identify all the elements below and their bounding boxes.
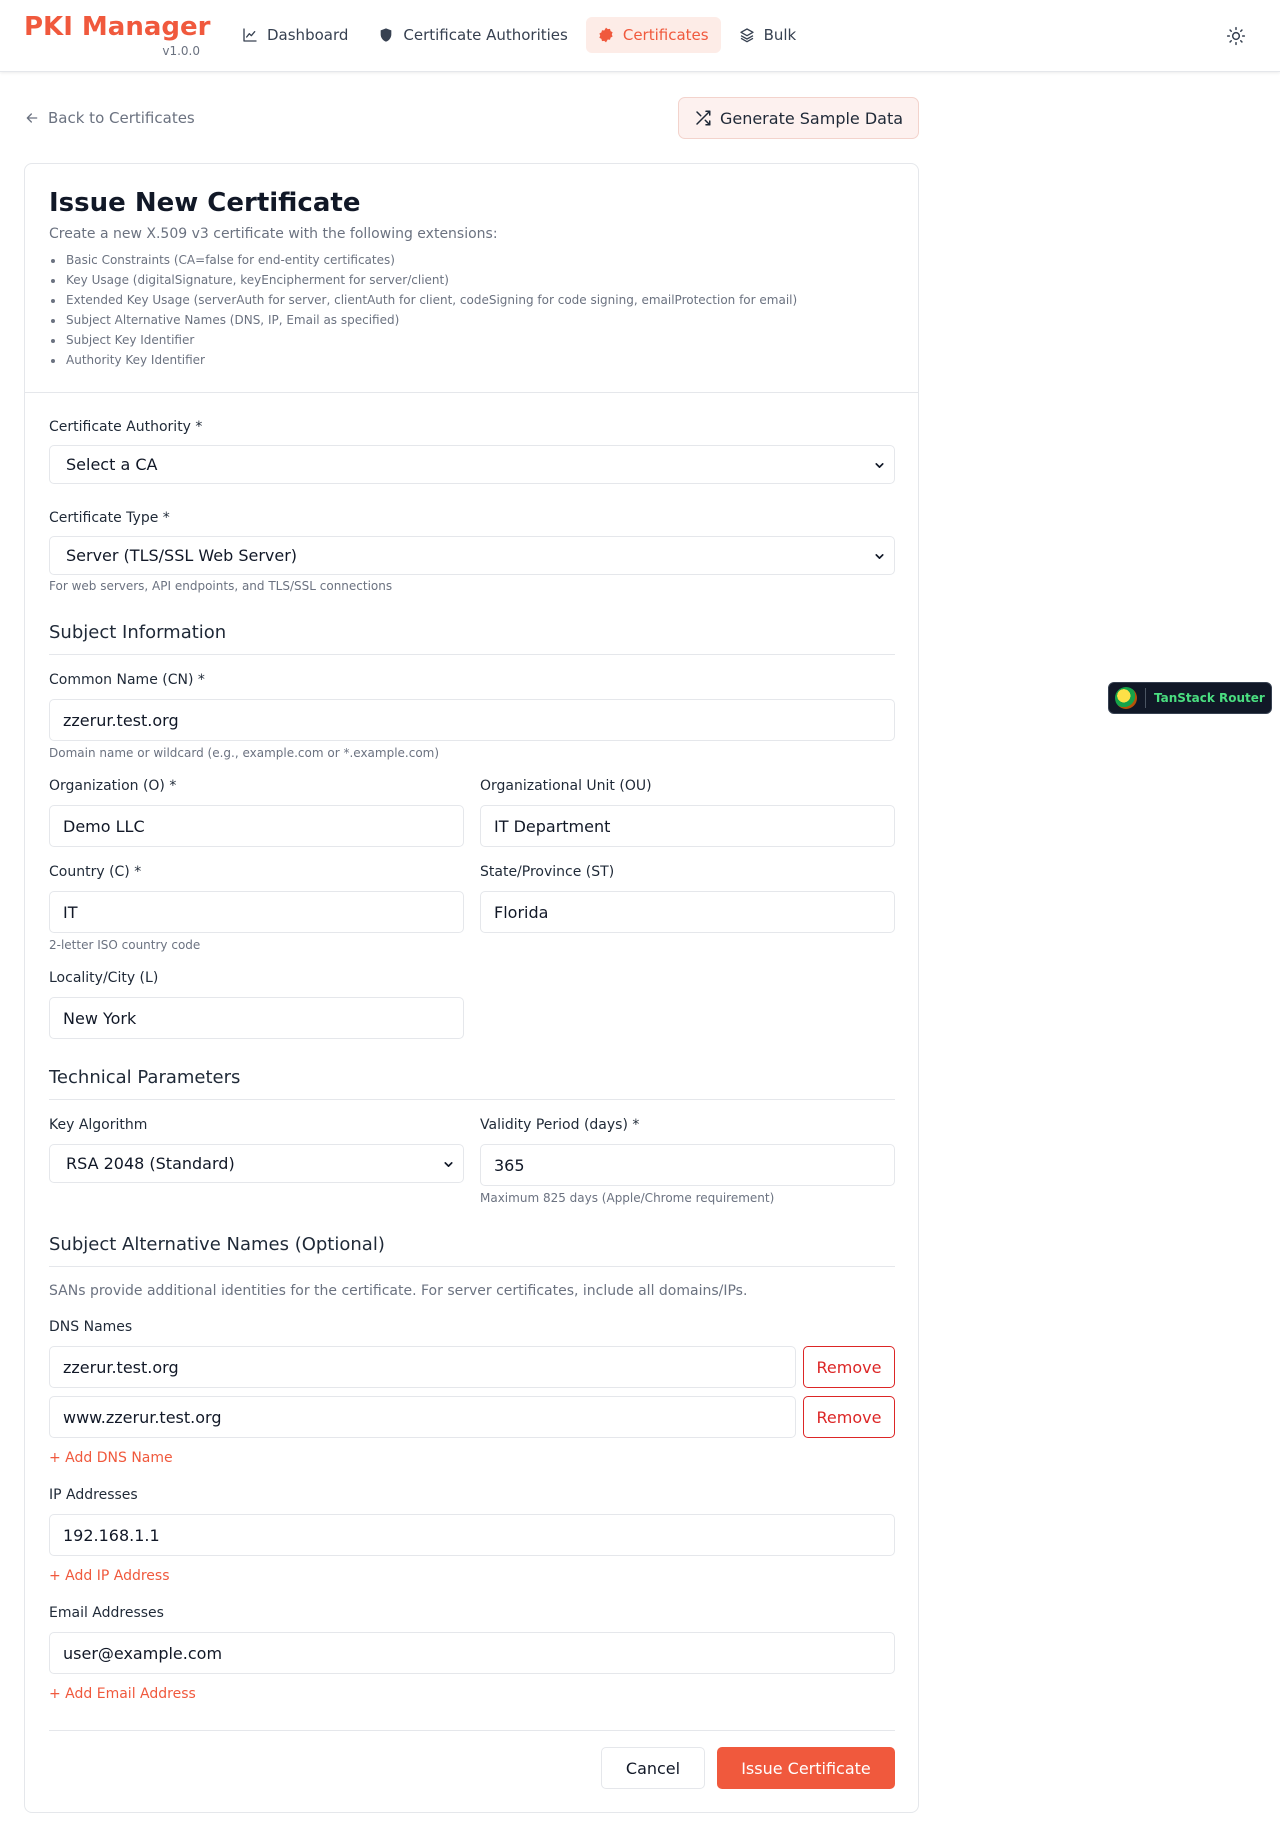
locality-label: Locality/City (L) — [49, 970, 159, 986]
section-divider — [49, 1266, 895, 1267]
shuffle-icon — [694, 109, 712, 127]
technical-section-title: Technical Parameters — [49, 1067, 241, 1088]
san-section-title: Subject Alternative Names (Optional) — [49, 1234, 385, 1255]
sun-icon — [1226, 26, 1246, 46]
cn-value: zzerur.test.org — [63, 710, 179, 730]
subject-section-title: Subject Information — [49, 622, 227, 643]
issue-certificate-button[interactable]: Issue Certificate — [717, 1747, 895, 1789]
validity-hint: Maximum 825 days (Apple/Chrome requirement) — [480, 1191, 775, 1205]
list-item: Subject Key Identifier — [49, 330, 797, 350]
extensions-list — [49, 250, 797, 370]
state-label: State/Province (ST) — [480, 864, 615, 880]
tanstack-router-devtools-button[interactable] — [1108, 682, 1272, 714]
brand[interactable] — [24, 10, 211, 60]
cn-label: Common Name (CN) * — [49, 672, 205, 688]
certificate-type-select[interactable] — [49, 536, 895, 575]
nav-dashboard-label: Dashboard — [267, 26, 349, 44]
san-description: SANs provide additional identities for the certificate. For server certificates, include all domains/IPs. — [49, 1283, 748, 1299]
arrow-left-icon — [24, 110, 40, 126]
section-divider — [49, 654, 895, 655]
state-input[interactable] — [480, 891, 895, 933]
dns-value: www.zzerur.test.org — [63, 1407, 222, 1427]
country-input[interactable] — [49, 891, 464, 933]
add-dns-name-link[interactable]: + Add DNS Name — [49, 1450, 173, 1466]
org-label: Organization (O) * — [49, 778, 177, 794]
sample-button-label: Generate Sample Data — [719, 108, 904, 128]
ca-select[interactable] — [49, 445, 895, 484]
country-value: IT — [63, 902, 78, 922]
issue-certificate-card — [24, 163, 919, 1813]
devtools-separator — [1145, 688, 1146, 708]
ip-value: 192.168.1.1 — [63, 1525, 160, 1545]
ou-value: IT Department — [494, 816, 611, 836]
dns-name-input[interactable] — [49, 1396, 796, 1438]
generate-sample-data-button[interactable] — [678, 97, 919, 139]
theme-toggle-button[interactable] — [1224, 24, 1248, 48]
remove-dns-button[interactable]: Remove — [803, 1346, 895, 1388]
nav-certificate-authorities-label: Certificate Authorities — [403, 26, 568, 44]
nav-certificates-label: Certificates — [622, 26, 709, 44]
dns-name-input[interactable] — [49, 1346, 796, 1388]
key-algorithm-select[interactable] — [49, 1144, 464, 1183]
badge-icon — [598, 27, 614, 43]
nav-bulk[interactable] — [727, 17, 809, 53]
back-link-label: Back to Certificates — [48, 109, 195, 127]
back-to-certificates-link[interactable] — [24, 106, 195, 130]
dns-value: zzerur.test.org — [63, 1357, 179, 1377]
list-item: Subject Alternative Names (DNS, IP, Email as specified) — [49, 310, 797, 330]
chart-icon — [242, 27, 258, 43]
locality-value: New York — [63, 1008, 137, 1028]
organization-input[interactable] — [49, 805, 464, 847]
nav-certificates[interactable] — [586, 17, 721, 53]
app-version: v1.0.0 — [162, 44, 200, 58]
ca-select-value: Select a CA — [66, 455, 158, 474]
email-address-input[interactable] — [49, 1632, 895, 1674]
ip-label: IP Addresses — [49, 1487, 138, 1503]
chevron-down-icon — [873, 459, 886, 472]
ip-address-input[interactable] — [49, 1514, 895, 1556]
validity-value: 365 — [494, 1155, 525, 1175]
list-item: Extended Key Usage (serverAuth for server, clientAuth for client, codeSigning for code signing, emailProtection for email) — [49, 290, 797, 310]
org-value: Demo LLC — [63, 816, 145, 836]
page-title: Issue New Certificate — [49, 188, 361, 218]
validity-label: Validity Period (days) * — [480, 1117, 640, 1133]
list-item: Authority Key Identifier — [49, 350, 797, 370]
list-item: Key Usage (digitalSignature, keyEncipherment for server/client) — [49, 270, 797, 290]
nav-certificate-authorities[interactable] — [366, 17, 579, 53]
country-label: Country (C) * — [49, 864, 142, 880]
card-description: Create a new X.509 v3 certificate with the following extensions: — [49, 226, 498, 242]
common-name-input[interactable] — [49, 699, 895, 741]
list-item: Basic Constraints (CA=false for end-entity certificates) — [49, 250, 797, 270]
add-email-address-link[interactable]: + Add Email Address — [49, 1686, 196, 1702]
algorithm-value: RSA 2048 (Standard) — [66, 1154, 235, 1173]
algorithm-label: Key Algorithm — [49, 1117, 148, 1133]
add-ip-address-link[interactable]: + Add IP Address — [49, 1568, 170, 1584]
type-select-value: Server (TLS/SSL Web Server) — [66, 546, 298, 565]
email-label: Email Addresses — [49, 1605, 164, 1621]
locality-input[interactable] — [49, 997, 464, 1039]
remove-dns-button[interactable]: Remove — [803, 1396, 895, 1438]
ou-label: Organizational Unit (OU) — [480, 778, 652, 794]
layers-icon — [739, 27, 755, 43]
type-label: Certificate Type * — [49, 510, 170, 526]
org-unit-input[interactable] — [480, 805, 895, 847]
app-title: PKI Manager — [24, 12, 211, 42]
cancel-button[interactable]: Cancel — [601, 1747, 705, 1789]
chevron-down-icon — [442, 1158, 455, 1171]
devtools-label: TanStack Router — [1154, 691, 1265, 705]
email-value: user@example.com — [63, 1643, 223, 1663]
section-divider — [49, 1099, 895, 1100]
cn-hint: Domain name or wildcard (e.g., example.com or *.example.com) — [49, 746, 440, 760]
tanstack-logo-icon — [1115, 687, 1137, 709]
shield-icon — [378, 27, 394, 43]
validity-input[interactable] — [480, 1144, 895, 1186]
type-hint: For web servers, API endpoints, and TLS/SSL connections — [49, 579, 393, 593]
actions-divider — [49, 1730, 895, 1731]
top-header — [0, 0, 1280, 72]
state-value: Florida — [494, 902, 549, 922]
nav-bulk-label: Bulk — [763, 26, 797, 44]
dns-label: DNS Names — [49, 1319, 133, 1335]
ca-label: Certificate Authority * — [49, 419, 203, 435]
country-hint: 2-letter ISO country code — [49, 938, 201, 952]
nav-dashboard[interactable] — [230, 17, 360, 53]
main-nav — [230, 17, 808, 53]
chevron-down-icon — [873, 550, 886, 563]
card-divider — [25, 392, 918, 393]
